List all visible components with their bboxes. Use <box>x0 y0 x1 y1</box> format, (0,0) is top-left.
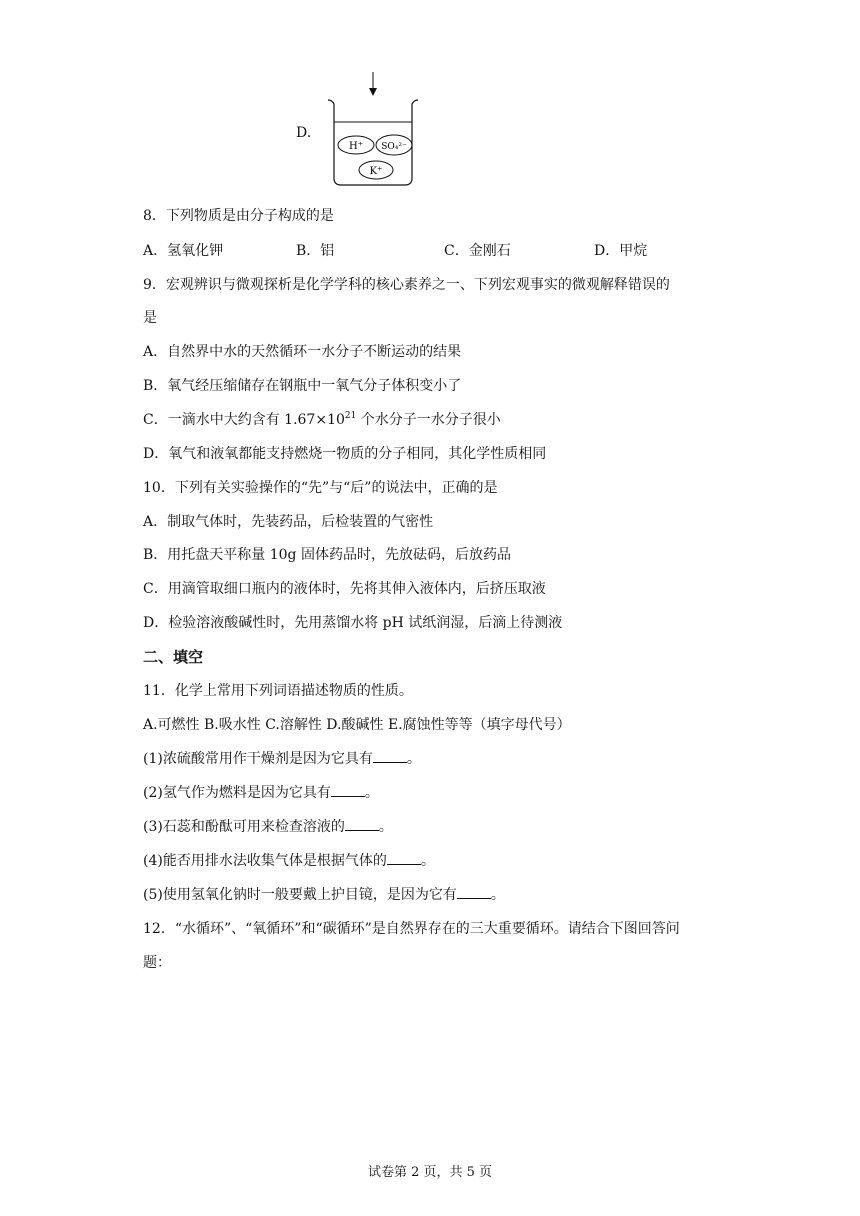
q11-part-4 <box>143 851 435 871</box>
q11-part-4-text: (4)能否用排水法收集气体是根据气体的 <box>143 853 387 869</box>
answer-blank[interactable] <box>457 885 491 899</box>
page-footer: 试卷第 2 页，共 5 页 <box>367 1165 493 1180</box>
q9-option-c-exponent: 21 <box>344 411 357 421</box>
q9-option-c-pre: C．一滴水中大约含有 1.67×10 <box>143 412 345 428</box>
q12-stem-line2: 题： <box>143 955 171 971</box>
q10-option-d: D．检验溶液酸碱性时，先用蒸馏水将 pH 试纸润湿，后滴上待测液 <box>143 615 563 631</box>
beaker-diagram <box>326 70 422 190</box>
q10-stem: 10．下列有关实验操作的“先”与“后”的说法中，正确的是 <box>143 480 498 496</box>
q11-part-5 <box>143 885 505 905</box>
section-heading: 二、填空 <box>143 648 204 666</box>
ion-h-label: H⁺ <box>349 141 363 152</box>
q12-stem-line1: 12．“水循环”、“氧循环”和“碳循环”是自然界存在的三大重要循环。请结合下图回答问 <box>143 921 680 937</box>
q11-part-5-text: (5)使用氢氧化钠时一般要戴上护目镜，是因为它有 <box>143 887 457 903</box>
q11-part-3 <box>143 817 393 837</box>
q8-option-d: D．甲烷 <box>594 243 648 259</box>
q11-part-1-end: 。 <box>406 751 421 767</box>
q10-option-b: B．用托盘天平称量 10g 固体药品时，先放砝码，后放药品 <box>143 547 511 563</box>
answer-blank[interactable] <box>345 817 379 831</box>
q11-part-2-end: 。 <box>364 785 379 801</box>
q9-option-b: B．氧气经压缩储存在钢瓶中一氧气分子体积变小了 <box>143 378 462 394</box>
q11-part-3-end: 。 <box>378 819 393 835</box>
answer-blank[interactable] <box>331 783 365 797</box>
q8-stem: 8．下列物质是由分子构成的是 <box>143 208 334 224</box>
q11-part-4-end: 。 <box>420 853 435 869</box>
beaker-arrow-head <box>369 88 377 96</box>
q10-option-c: C．用滴管取细口瓶内的液体时，先将其伸入液体内，后挤压取液 <box>143 581 546 597</box>
q11-part-3-text: (3)石蕊和酚酞可用来检查溶液的 <box>143 819 345 835</box>
q8-option-a: A．氢氧化钾 <box>143 243 224 259</box>
q8-option-c: C．金刚石 <box>444 243 511 259</box>
q11-stem: 11．化学上常用下列词语描述物质的性质。 <box>143 683 413 699</box>
q11-part-2 <box>143 783 379 803</box>
ion-k-label: K⁺ <box>369 166 383 177</box>
answer-blank[interactable] <box>387 851 421 865</box>
q9-stem-line2: 是 <box>143 310 157 326</box>
q8-option-b: B．铝 <box>296 243 335 259</box>
q9-option-c <box>143 410 501 430</box>
ion-so4-label: SO₄²⁻ <box>381 142 407 152</box>
q11-part-1-text: (1)浓硫酸常用作干燥剂是因为它具有 <box>143 751 373 767</box>
q9-stem-line1: 9．宏观辨识与微观探析是化学学科的核心素养之一、下列宏观事实的微观解释错误的 <box>143 277 670 293</box>
answer-blank[interactable] <box>373 749 407 763</box>
q9-option-d: D．氧气和液氧都能支持燃烧一物质的分子相同，其化学性质相同 <box>143 446 547 462</box>
q9-option-a: A．自然界中水的天然循环一水分子不断运动的结果 <box>143 344 462 360</box>
q9-option-c-post: 个水分子一水分子很小 <box>356 412 501 428</box>
q11-choices: A.可燃性 B.吸水性 C.溶解性 D.酸碱性 E.腐蚀性等等（填字母代号） <box>143 717 571 733</box>
q11-part-2-text: (2)氢气作为燃料是因为它具有 <box>143 785 331 801</box>
q11-part-1 <box>143 749 421 769</box>
q10-option-a: A．制取气体时，先装药品，后检装置的气密性 <box>143 514 434 530</box>
q11-part-5-end: 。 <box>490 887 505 903</box>
q7-option-d-label: D. <box>296 125 312 141</box>
